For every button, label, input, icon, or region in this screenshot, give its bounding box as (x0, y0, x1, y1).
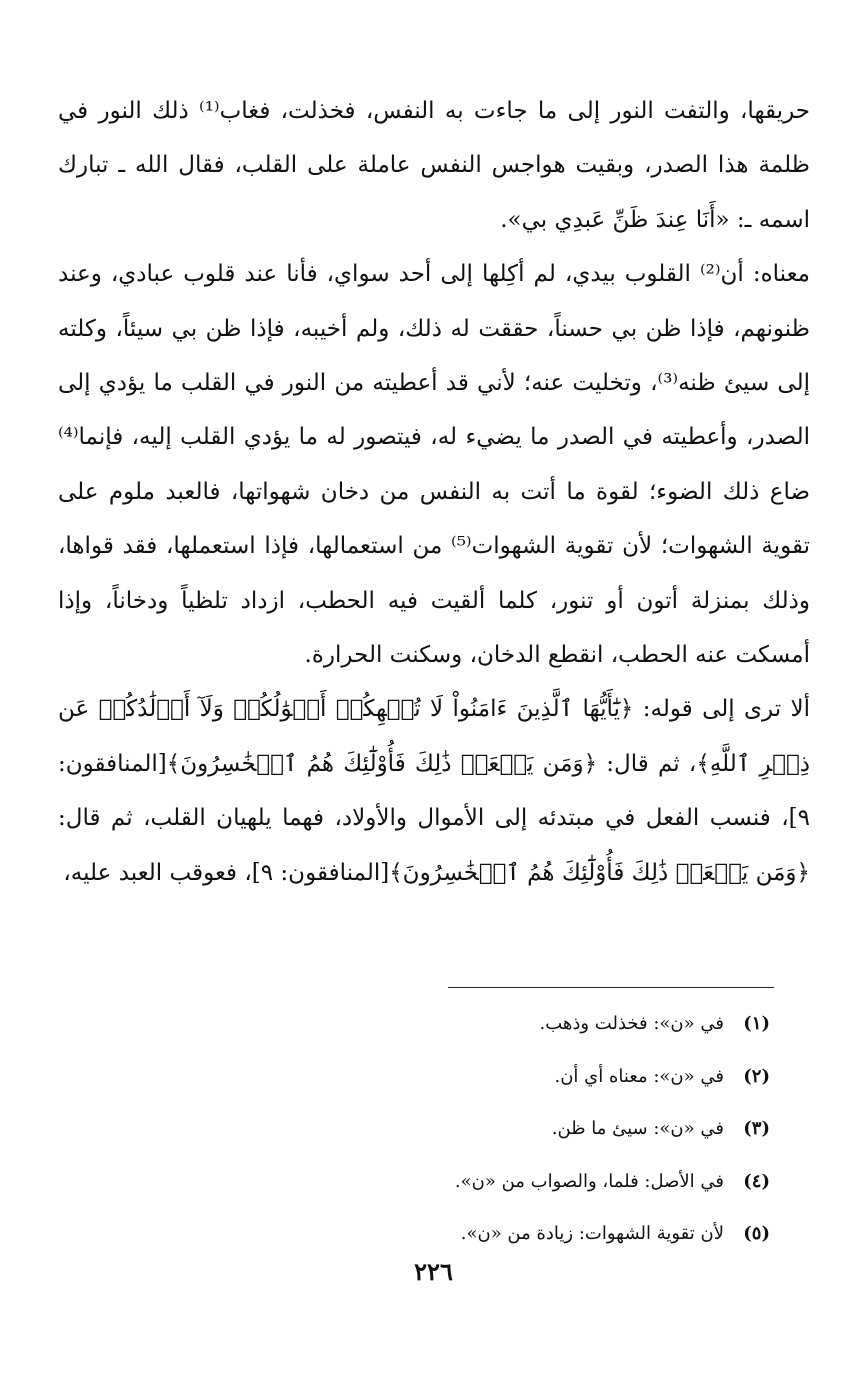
footnote-number: (٤) (743, 1170, 770, 1192)
footnote-text: في «ن»: فخذلت وذهب. (539, 1013, 724, 1034)
footnote-1 (80, 998, 770, 1051)
footnote-3 (80, 1103, 770, 1156)
paragraph-2: معناه: أن⁽²⁾ القلوب بيدي، لم أكِلها إلى أحد سواي، فأنا عند قلوب عبادي، وعند ظنونهم، فإذا ظن بي حسناً، حققت له ذلك، ولم أخيبه، فإذا ظن بي سيئاً، وكلته إلى سيئ ظنه⁽³⁾، وتخليت عنه؛ لأني قد أعطيته من النور في القلب ما يؤدي إلى الصدر، وأعطيته في الصدر ما يضيء له، فيتصور له ما يؤدي القلب إليه، فإنما⁽⁴⁾ ضاع ذلك الضوء؛ لقوة ما أتت به النفس من دخان شهواتها، فالعبد ملوم على تقوية الشهوات؛ لأن تقوية الشهوات⁽⁵⁾ من استعمالها، فإذا استعملها، فقد قواها، وذلك بمنزلة أتون أو تنور، كلما ألقيت فيه الحطب، ازداد تلظياً ودخاناً، وإذا أمسكت عنه الحطب، انقطع الدخان، وسكنت الحرارة. (58, 261, 810, 669)
footnote-4 (80, 1156, 770, 1209)
page-number: ٢٢٦ (414, 1257, 453, 1286)
paragraph-3: ألا ترى إلى قوله: ﴿يَٰٓأَيُّهَا ٱلَّذِينَ ءَامَنُواْ لَا تُلۡهِكُمۡ أَمۡوَٰلُكُمۡ وَلَآ أَوۡلَٰدُكُمۡ عَن ذِكۡرِ ٱللَّهِ﴾، ثم قال: ﴿وَمَن يَفۡعَلۡ ذَٰلِكَ فَأُوْلَٰٓئِكَ هُمُ ٱلۡخَٰسِرُونَ﴾[المنافقون: ٩]، فنسب الفعل في مبتدئه إلى الأموال والأولاد، فهما يلهيان القلب، ثم قال: ﴿وَمَن يَفۡعَلۡ ذَٰلِكَ فَأُوْلَٰٓئِكَ هُمُ ٱلۡخَٰسِرُونَ﴾[المنافقون: ٩]، فعوقب العبد عليه، (58, 696, 810, 886)
paragraph-1: حريقها، والتفت النور إلى ما جاءت به النفس، فخذلت، فغاب⁽¹⁾ ذلك النور في ظلمة هذا الصدر، وبقيت هواجس النفس عاملة على القلب، فقال الله ـ تبارك اسمه ـ: «أَنَا عِندَ ظَنِّ عَبدِي بي». (58, 98, 810, 233)
footnote-separator (448, 987, 774, 988)
footnote-text: في «ن»: معناه أي أن. (554, 1065, 724, 1087)
footnote-number: (١) (743, 1013, 770, 1034)
footnote-number: (٢) (743, 1065, 770, 1087)
footnote-number: (٥) (743, 1223, 770, 1244)
footnote-text: لأن تقوية الشهوات: زيادة من «ن». (460, 1223, 724, 1244)
footnote-number: (٣) (743, 1118, 770, 1139)
footnotes-list (80, 998, 770, 1261)
footnote-5 (80, 1208, 770, 1261)
footnote-2 (80, 1051, 770, 1104)
footnote-text: في «ن»: سيئ ما ظن. (551, 1118, 724, 1139)
footnote-text: في الأصل: فلما، والصواب من «ن». (454, 1170, 724, 1192)
main-text (58, 84, 810, 900)
